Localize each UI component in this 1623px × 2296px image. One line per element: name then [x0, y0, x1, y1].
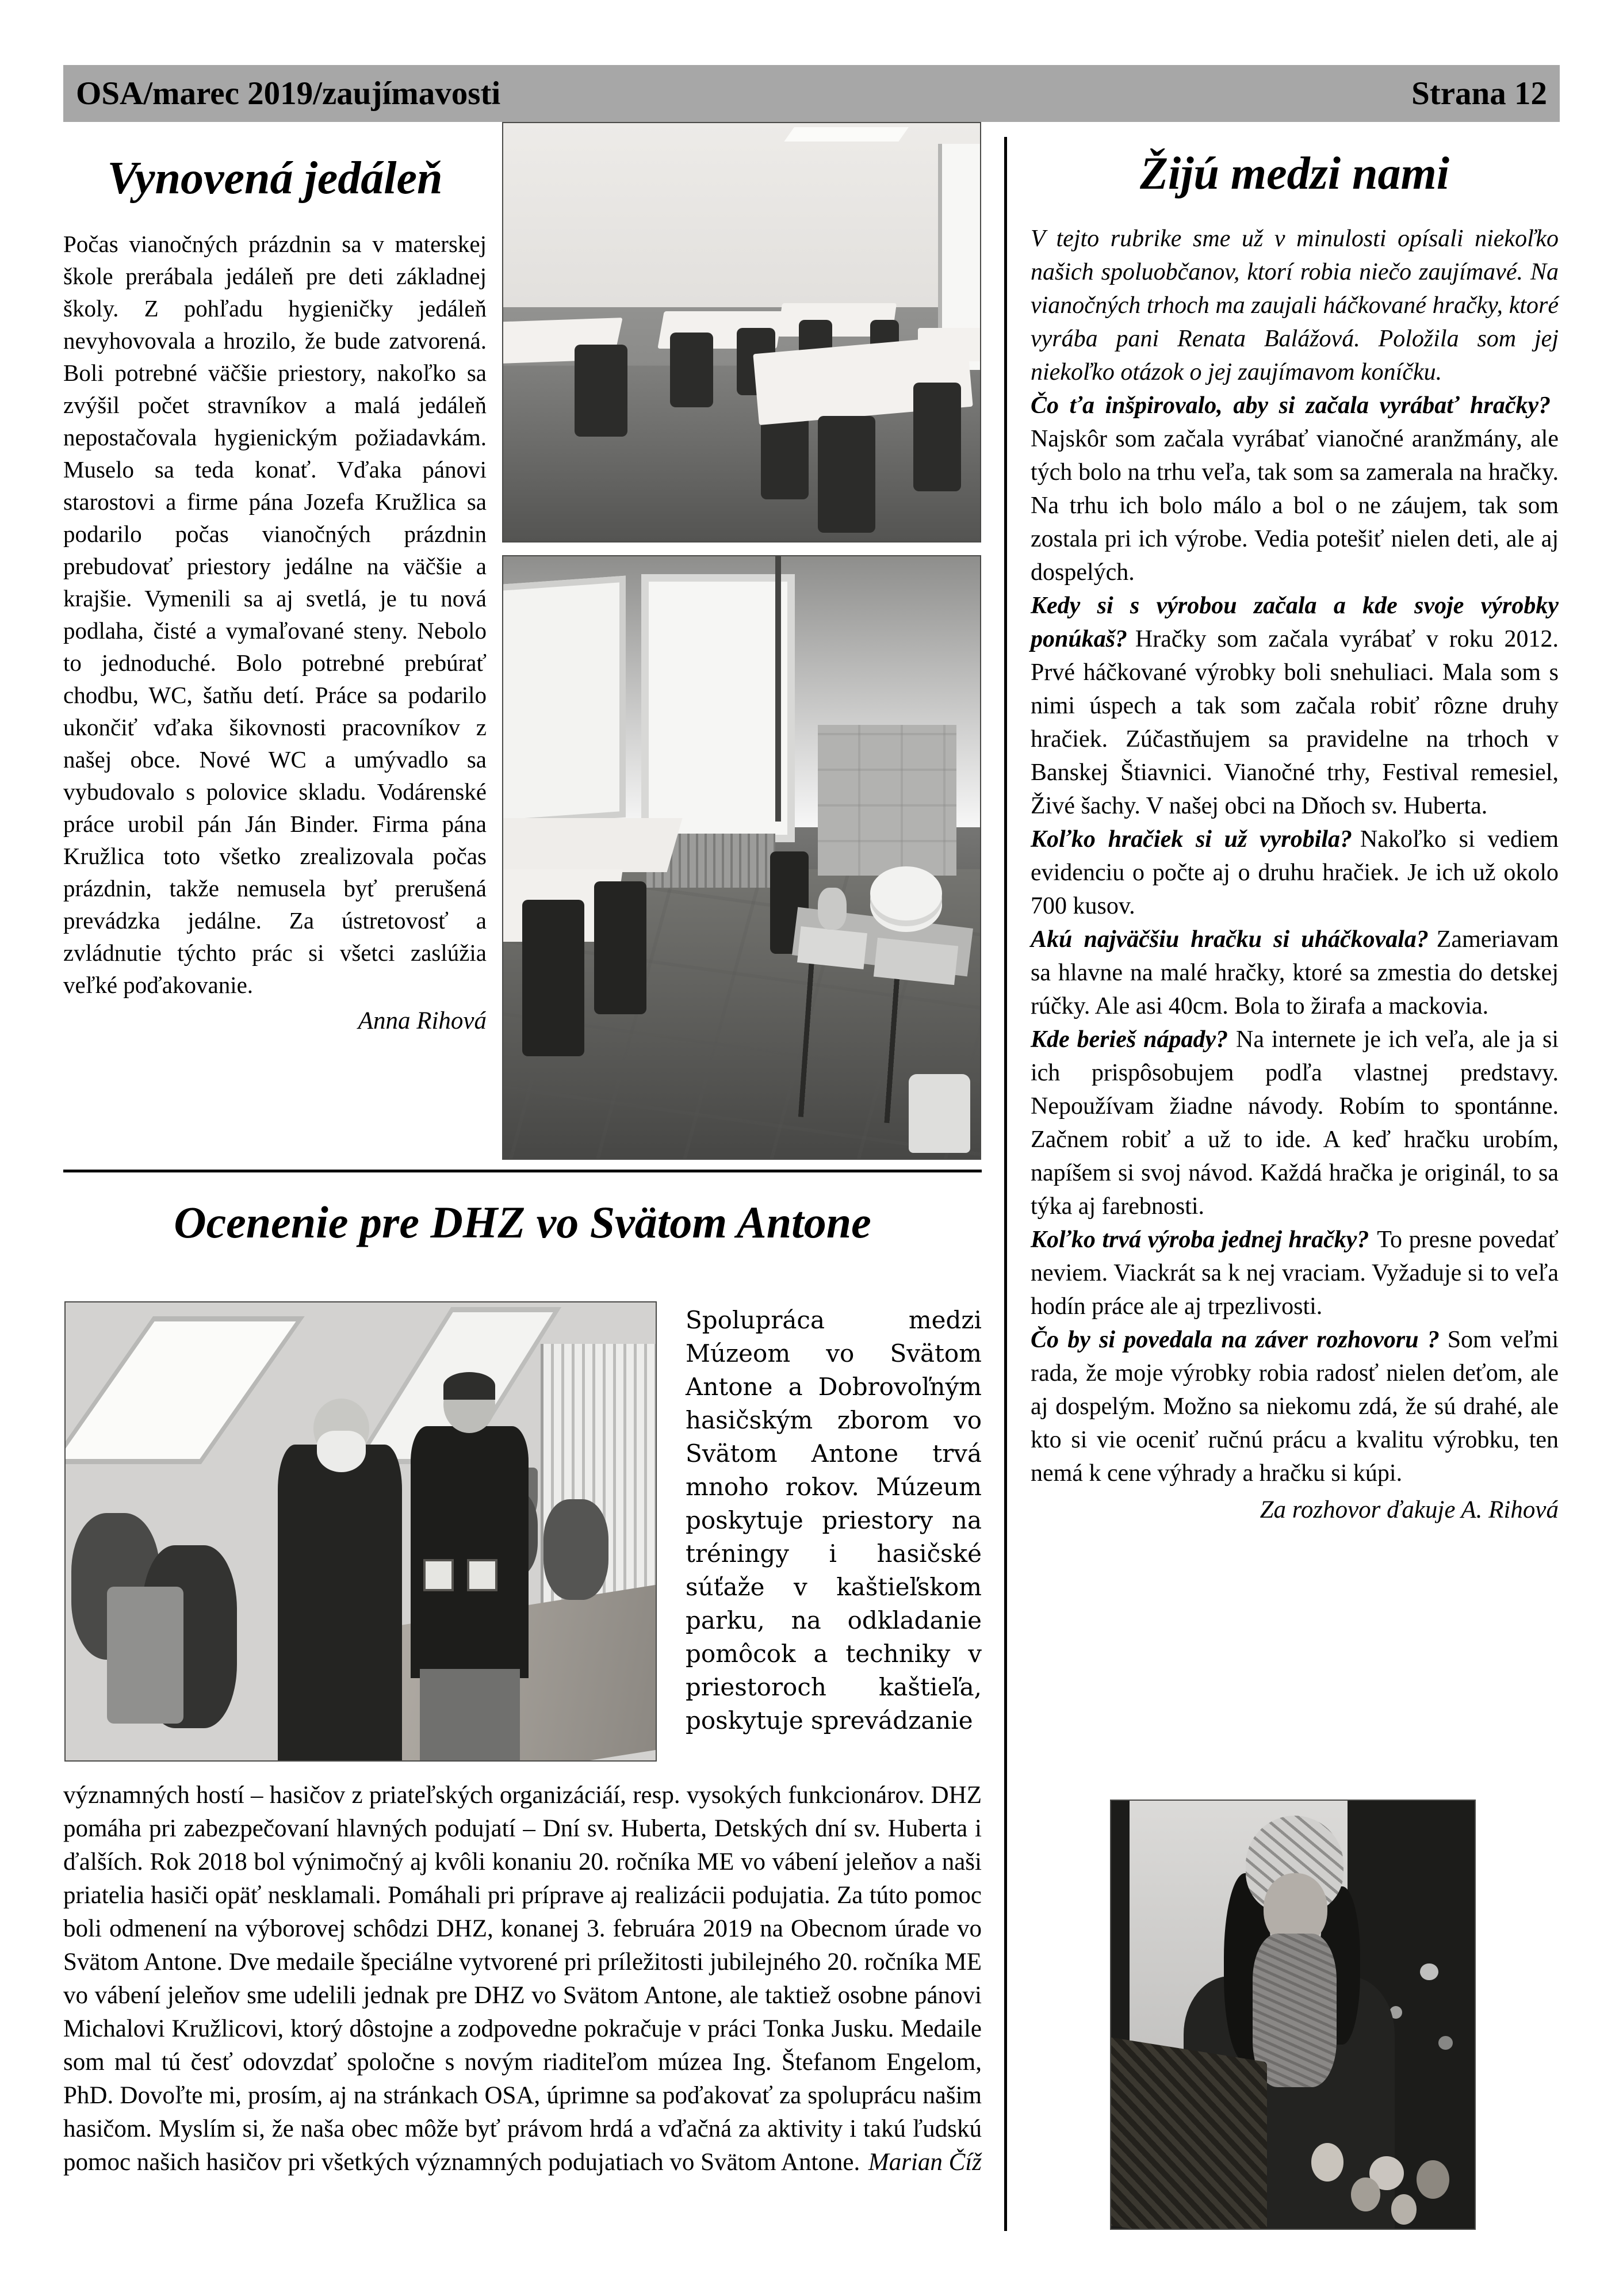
standing-man-sweater-shape: [411, 1426, 529, 1678]
cutlery-tray-shape: [797, 926, 867, 969]
article-signature-left: Anna Rihová: [358, 1007, 487, 1034]
article-vynovena-jedalen: [63, 145, 487, 1035]
table-shape: [502, 818, 683, 872]
qa-paragraph: [1031, 1323, 1559, 1490]
light-spot-shape: [1420, 1963, 1438, 1981]
header-edition-label: OSA/marec 2019/zaujímavosti: [76, 75, 501, 112]
article-title-right: Žijú medzi nami: [1140, 148, 1449, 199]
light-spot-shape: [1438, 2036, 1453, 2050]
page-header-bar: [63, 65, 1560, 122]
question-text: Koľko hračiek si už vyrobila?: [1031, 826, 1353, 853]
answer-text: Som veľmi rada, že moje výrobky robia radosť nielen deťom, ale aj dospelým. Možno sa niekomu zdá, že sú drahé, ale kto si vie oceniť ručnú prácu a kvalitu výrobku, ten nemá k cene výhrady a hračku si kúpi.: [1031, 1327, 1559, 1487]
answer-text: Hračky som začala vyrábať v roku 2012. Prvé háčkované výrobky boli snehuliaci. Mala som s nimi úspech a tak som začala robiť rôzne druhy hračiek. Zúčastňujem sa pravidelne na trhoch v Banskej Štiavnici. Vianočné trhy, Festival remesiel, Živé šachy. V našej obci na Dňoch sv. Huberta.: [1031, 626, 1559, 819]
crochet-toy-shape: [1391, 2194, 1417, 2224]
chair-shape: [670, 333, 713, 408]
photo-dining-room-tables: [502, 122, 981, 543]
answer-text: To presne povedať neviem. Viackrát sa k nej vraciam. Vyžaduje si to veľa hodín práce ale aj trpezlivosti.: [1031, 1227, 1559, 1320]
photo-renata-balazova-market: [1110, 1800, 1476, 2230]
article-title-left: Vynovená jedáleň: [107, 153, 443, 204]
window-shape: [502, 576, 626, 827]
article-ziju-medzi-nami: [1031, 145, 1559, 1524]
article-body-dhz-text: významných hostí – hasičov z priateľských organizáciáí, resp. vysokých funkcionárov. DHZ pomáha pri zabezpečovaní hlavných podujatí – Dní sv. Huberta, Detských dní sv. Huberta i ďalších. Rok 2018 bol výnimočný aj kvôli konaniu 20. ročníka ME vo vábení jeleňov a naši priatelia hasiči opäť nesklamali. Pomáhali pri príprave aj realizácii podujatia. Za túto pomoc boli odmenení na výborovej schôdzi DHZ, konanej 3. februára 2019 na Obecnom úrade vo Svätom Antone. Dve medaile špeciálne vytvorené pri príležitosti jubilejného 20. ročníka ME vo vábení jeleňov sme udelili jednak pre DHZ vo Svätom Antone, ale taktiež osobne pánovi Michalovi Kružlicovi, ktorý dôstojne a zodpovedne pokračuje v práci Tonka Jusku. Medaile som mal tú česť odovzdať spoločne s novým riaditeľom múzea Ing. Štefanom Engelom, PhD. Dovoľte mi, prosím, aj na stránkach OSA, úprimne sa poďakovať za spoluprácu našim hasičom. Myslím si, že naša obec môže byť právom hrdá a vďačná za aktivity i takú ľudskú pomoc našich hasičov pri všetkých významných podujatiach vo Svätom Antone.: [63, 1782, 982, 2176]
article-side-text-dhz: Spolupráca medzi Múzeom vo Svätom Antone a Dobrovoľným hasičským zborom vo Svätom Antone trvá mnoho rokov. Múzeum poskytuje priestory na tréningy i hasičské súťaže v kaštieľskom parku, na odkladanie pomôcok a techniky v priestoroch kaštieľa, poskytuje sprevádzanie: [686, 1306, 982, 1735]
window-shape: [641, 574, 794, 842]
article-signature-dhz: Marian Číž: [868, 2149, 982, 2176]
chair-shape: [818, 416, 875, 533]
qa-paragraph: [1031, 923, 1559, 1023]
chair-shape: [575, 345, 627, 437]
qa-paragraph: [1031, 1023, 1559, 1223]
article-body-dhz: [63, 1779, 982, 2179]
answer-text: Nakoľko si vediem evidenciu o počte aj o druhu hračiek. Je ich už okolo 700 kusov.: [1031, 826, 1559, 919]
qa-paragraph: [1031, 389, 1559, 589]
column-divider: [1004, 137, 1007, 2231]
medal-box-shape: [467, 1559, 497, 1591]
chair-shape: [594, 881, 646, 1014]
question-text: Kedy si s výrobou začala a kde svoje výrobky ponúkaš?: [1031, 593, 1559, 652]
article-body-left: Počas vianočných prázdnin sa v materskej škole prerábala jedáleň pre deti základnej školy. Z pohľadu hygieničky jedáleň nevyhovovala a hrozilo, že bude zatvorená. Boli potrebné väčšie priestory, nakoľko sa zvýšil počet stravníkov a malá jedáleň nepostačovala hygienickým požiadavkám. Muselo sa teda konať. Vďaka pánovi starostovi a firme pána Jozefa Kružlica sa podarilo počas vianočných prázdnin prebudovať priestory jedálne na väčšie a krajšie. Vymenili sa aj svetlá, je tu nová podlaha, čisté a vymaľované steny. Nebolo to jednoduché. Bolo potrebné prebúrať chodbu, WC, šatňu detí. Práce sa podarilo ukončiť vďaka šikovnosti pracovníkov z našej obce. Nové WC a umývadlo sa vybudovalo s polovice skladu. Vodárenské práce urobil pán Ján Binder. Firma pána Kružlica toto všetko zrealizovala počas prázdnin, takže nemusela byť prerušená prevádzka jedálne. Za ústretovosť a zvládnutie týchto prác si všetci zaslúžia veľké poďakovanie.: [63, 231, 487, 998]
chair-shape: [107, 1587, 183, 1724]
question-text: Kde berieš nápady?: [1031, 1026, 1228, 1053]
answer-text: Na internete je ich veľa, ale ja si ich prispôsobujem podľa vlastnej predstavy. Nepoužívam žiadne návody. Robím to spontánne. Začnem robiť a už to ide. A keď hračku urobím, napíšem si svoj návod. Každá hračka je originál, to sa týka aj farebnosti.: [1031, 1026, 1559, 1220]
ceiling-light-shape: [784, 127, 909, 142]
beard-shape: [317, 1431, 366, 1472]
page-number: Strana 12: [1411, 75, 1547, 112]
qa-paragraph: [1031, 1223, 1559, 1323]
plate-stack-shape: [870, 866, 941, 920]
qa-paragraph: [1031, 589, 1559, 823]
standing-man-suit-shape: [278, 1445, 401, 1762]
photo-dining-room-windows: [502, 555, 981, 1160]
wicker-basket-shape: [1110, 2036, 1268, 2230]
question-text: Akú najväčšiu hračku si uháčkovala?: [1031, 926, 1429, 953]
answer-text: Zameriavam sa hlavne na malé hračky, ktoré sa zmestia do detskej rúčky. Ale asi 40cm. Bola to žirafa a mackovia.: [1031, 926, 1559, 1019]
crochet-toy-shape: [1351, 2177, 1380, 2212]
skylight-shape: [64, 1316, 305, 1464]
crochet-toy-shape: [1311, 2143, 1344, 2182]
article-title-dhz: Ocenenie pre DHZ vo Svätom Antone: [174, 1197, 871, 1247]
question-text: Čo ťa inšpirovalo, aby si začala vyrábať hračky?: [1031, 392, 1551, 419]
pipe-shape: [775, 556, 782, 822]
bin-shape: [909, 1074, 971, 1152]
qa-paragraph: [1031, 823, 1559, 923]
crochet-toy-shape: [1417, 2160, 1449, 2199]
photo-dhz-award-ceremony: [64, 1301, 657, 1762]
chair-shape: [522, 900, 584, 1056]
question-text: Čo by si povedala na záver rozhovoru ?: [1031, 1327, 1440, 1353]
question-text: Koľko trvá výroba jednej hračky?: [1031, 1227, 1369, 1253]
hair-shape: [443, 1372, 495, 1400]
jeans-shape: [420, 1669, 520, 1760]
wall-tiles-shape: [818, 725, 956, 876]
article-signature-right: Za rozhovor ďakuje A. Rihová: [1260, 1496, 1559, 1523]
article-intro: V tejto rubrike sme už v minulosti opísali niekoľko našich spoluobčanov, ktorí robia niečo zaujímavé. Na vianočných trhoch ma zaujali háčkované hračky, ktoré vyrába pani Renata Balážová. Položila som jej niekoľko otázok o jej zaujímavom koníčku.: [1031, 226, 1559, 385]
jug-shape: [818, 888, 847, 930]
section-divider: [63, 1170, 982, 1172]
seated-person-shape: [543, 1499, 608, 1600]
medal-box-shape: [423, 1559, 454, 1591]
answer-text: Najskôr som začala vyrábať vianočné aranžmány, ale tých bolo na trhu veľa, tak som sa zamerala na hračky. Na trhu ich bolo málo a bol o ne záujem, tak som zostala pri ich výrobe. Vedia potešiť nielen deti, ale aj dospelých.: [1031, 426, 1559, 586]
chair-shape: [913, 383, 961, 491]
